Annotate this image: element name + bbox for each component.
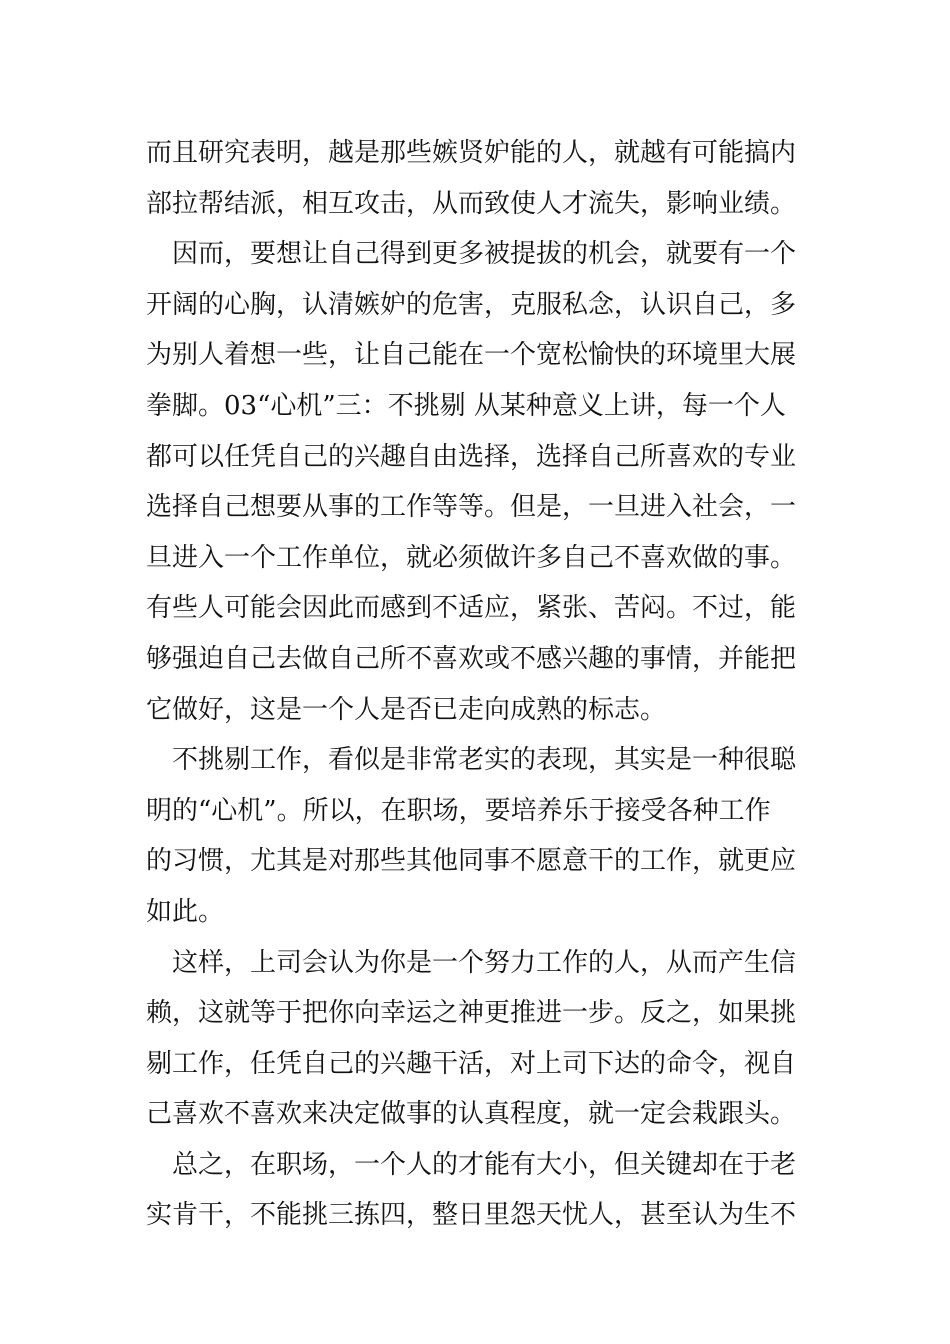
text-line: 剔工作，任凭自己的兴趣干活，对上司下达的命令，视自 (146, 1048, 797, 1079)
text-line: 因而，要想让自己得到更多被提拔的机会，就要有一个 (146, 239, 797, 270)
text-line: 这样，上司会认为你是一个努力工作的人，从而产生信 (146, 947, 797, 978)
text-line: 总之，在职场，一个人的才能有大小，但关键却在于老 (146, 1149, 797, 1180)
body-text (146, 128, 816, 1241)
text-line: 旦进入一个工作单位，就必须做许多自己不喜欢做的事。 (146, 542, 797, 573)
text-line: 拳脚。03“心机”三：不挑剔 从某种意义上讲，每一个人 (146, 390, 786, 421)
text-line: 够强迫自己去做自己所不喜欢或不感兴趣的事情，并能把 (146, 643, 797, 674)
text-line: 明的“心机”。所以，在职场，要培养乐于接受各种工作 (146, 795, 771, 826)
text-line: 赖，这就等于把你向幸运之神更推进一步。反之，如果挑 (146, 998, 797, 1029)
text-line: 开阔的心胸，认清嫉妒的危害，克服私念，认识自己，多 (146, 289, 797, 320)
text-line: 部拉帮结派，相互攻击，从而致使人才流失，影响业绩。 (146, 188, 797, 219)
text-line: 它做好，这是一个人是否已走向成熟的标志。 (146, 694, 667, 725)
text-line: 实肯干，不能挑三拣四，整日里怨天忧人，甚至认为生不 (146, 1200, 797, 1231)
text-line: 选择自己想要从事的工作等等。但是，一旦进入社会，一 (146, 492, 797, 523)
text-line: 己喜欢不喜欢来决定做事的认真程度，就一定会栽跟头。 (146, 1099, 797, 1130)
text-line: 如此。 (146, 896, 225, 927)
text-line: 有些人可能会因此而感到不适应，紧张、苦闷。不过，能 (146, 593, 797, 624)
text-line: 的习惯，尤其是对那些其他同事不愿意干的工作，就更应 (146, 846, 797, 877)
text-line: 不挑剔工作，看似是非常老实的表现，其实是一种很聪 (146, 745, 797, 776)
text-line: 都可以任凭自己的兴趣自由选择，选择自己所喜欢的专业 (146, 441, 797, 472)
text-line: 为别人着想一些，让自己能在一个宽松愉快的环境里大展 (146, 340, 797, 371)
text-line: 而且研究表明，越是那些嫉贤妒能的人，就越有可能搞内 (146, 138, 797, 168)
